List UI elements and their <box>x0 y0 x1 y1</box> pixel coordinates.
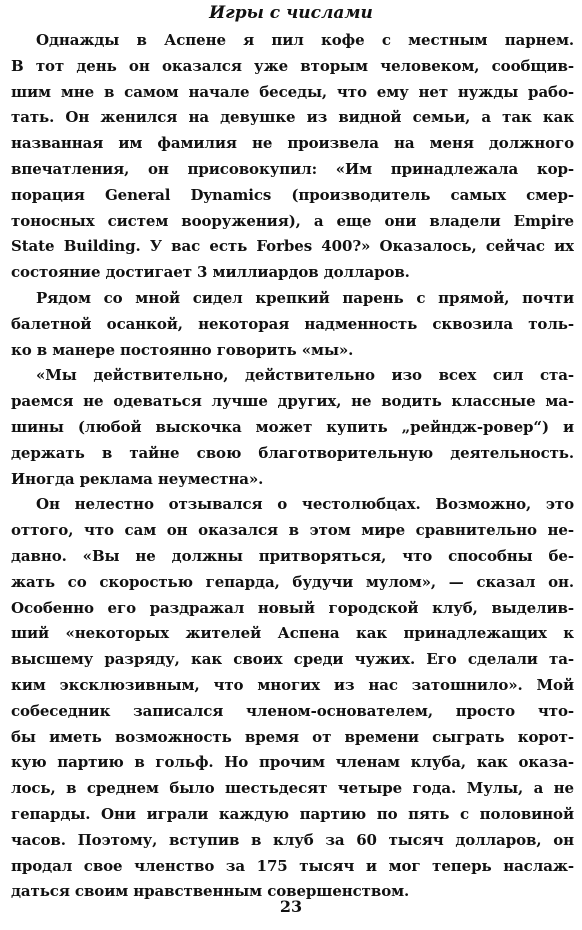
paragraph <box>11 492 574 905</box>
text-line: ким эксклюзивным, что многих из нас затошнило». Мой <box>11 675 574 694</box>
text-line: бы иметь возможность время от времени сыграть корот- <box>11 727 574 746</box>
text-line: ший «некоторых жителей Аспена как принадлежащих к <box>11 624 574 643</box>
text-line: даться своим нравственным совершенством. <box>11 882 410 901</box>
text-line: Рядом со мной сидел крепкий парень с прямой, почти <box>36 288 574 307</box>
text-line: балетной осанкой, некоторая надменность сквозила толь- <box>11 314 574 333</box>
text-line: давно. «Вы не должны притворяться, что способны бе- <box>11 546 574 565</box>
paragraph <box>11 286 574 363</box>
text-line: лось, в среднем было шестьдесят четыре года. Мулы, а не <box>11 779 574 798</box>
text-line: продал свое членство за 175 тысяч и мог теперь наслаж- <box>11 856 574 875</box>
text-line: впечатления, он присовокупил: «Им принадлежала кор- <box>11 159 574 178</box>
text-line: шим мне в самом начале беседы, что ему нет нужды рабо- <box>11 82 574 101</box>
text-line: Особенно его раздражал новый городской клуб, выделив- <box>11 598 574 617</box>
text-line: названная им фамилия не произвела на меня должного <box>11 134 574 153</box>
text-line: гепарды. Они играли каждую партию по пять с половиной <box>11 804 574 823</box>
text-line: высшему разряду, как своих среди чужих. Его сделали та- <box>11 650 574 669</box>
running-head: Игры с числами <box>209 3 373 23</box>
text-line: держать в тайне свою благотворительную деятельность. <box>11 443 574 462</box>
text-line: тать. Он женился на девушке из видной семьи, а так как <box>11 108 574 127</box>
body-text <box>11 28 574 905</box>
paragraph <box>11 363 574 492</box>
text-line: Однажды в Аспене я пил кофе с местным парнем. <box>36 31 574 49</box>
text-line: ко в манере постоянно говорить «мы». <box>11 340 354 359</box>
page-number: 23 <box>279 897 303 916</box>
text-line: собеседник записался членом-основателем, просто что- <box>11 701 574 720</box>
text-line: тоносных систем вооружения), а еще они владели Empire <box>11 211 574 230</box>
text-line: В тот день он оказался уже вторым человеком, сообщив- <box>11 56 574 75</box>
text-line: раемся не одеваться лучше других, не водить классные ма- <box>11 392 574 411</box>
text-line: часов. Поэтому, вступив в клуб за 60 тысяч долларов, он <box>11 830 574 849</box>
text-line: State Building. У вас есть Forbes 400?» Оказалось, сейчас их <box>11 237 574 256</box>
text-line: состояние достигает 3 миллиардов долларов. <box>11 263 410 282</box>
text-line: Он нелестно отзывался о честолюбцах. Возможно, это <box>36 495 574 514</box>
text-line: оттого, что сам он оказался в этом мире сравнительно не- <box>11 521 574 540</box>
text-line: жать со скоростью гепарда, будучи мулом», — сказал он. <box>11 572 574 591</box>
text-line: шины (любой выскочка может купить „рейндж-ровер“) и <box>11 417 574 436</box>
text-line: Иногда реклама неуместна». <box>11 469 264 488</box>
text-line: кую партию в гольф. Но прочим членам клуба, как оказа- <box>11 753 574 772</box>
paragraph <box>11 28 574 286</box>
text-line: порация General Dynamics (производитель самых смер- <box>11 185 574 204</box>
text-line: «Мы действительно, действительно изо всех сил ста- <box>36 366 574 385</box>
